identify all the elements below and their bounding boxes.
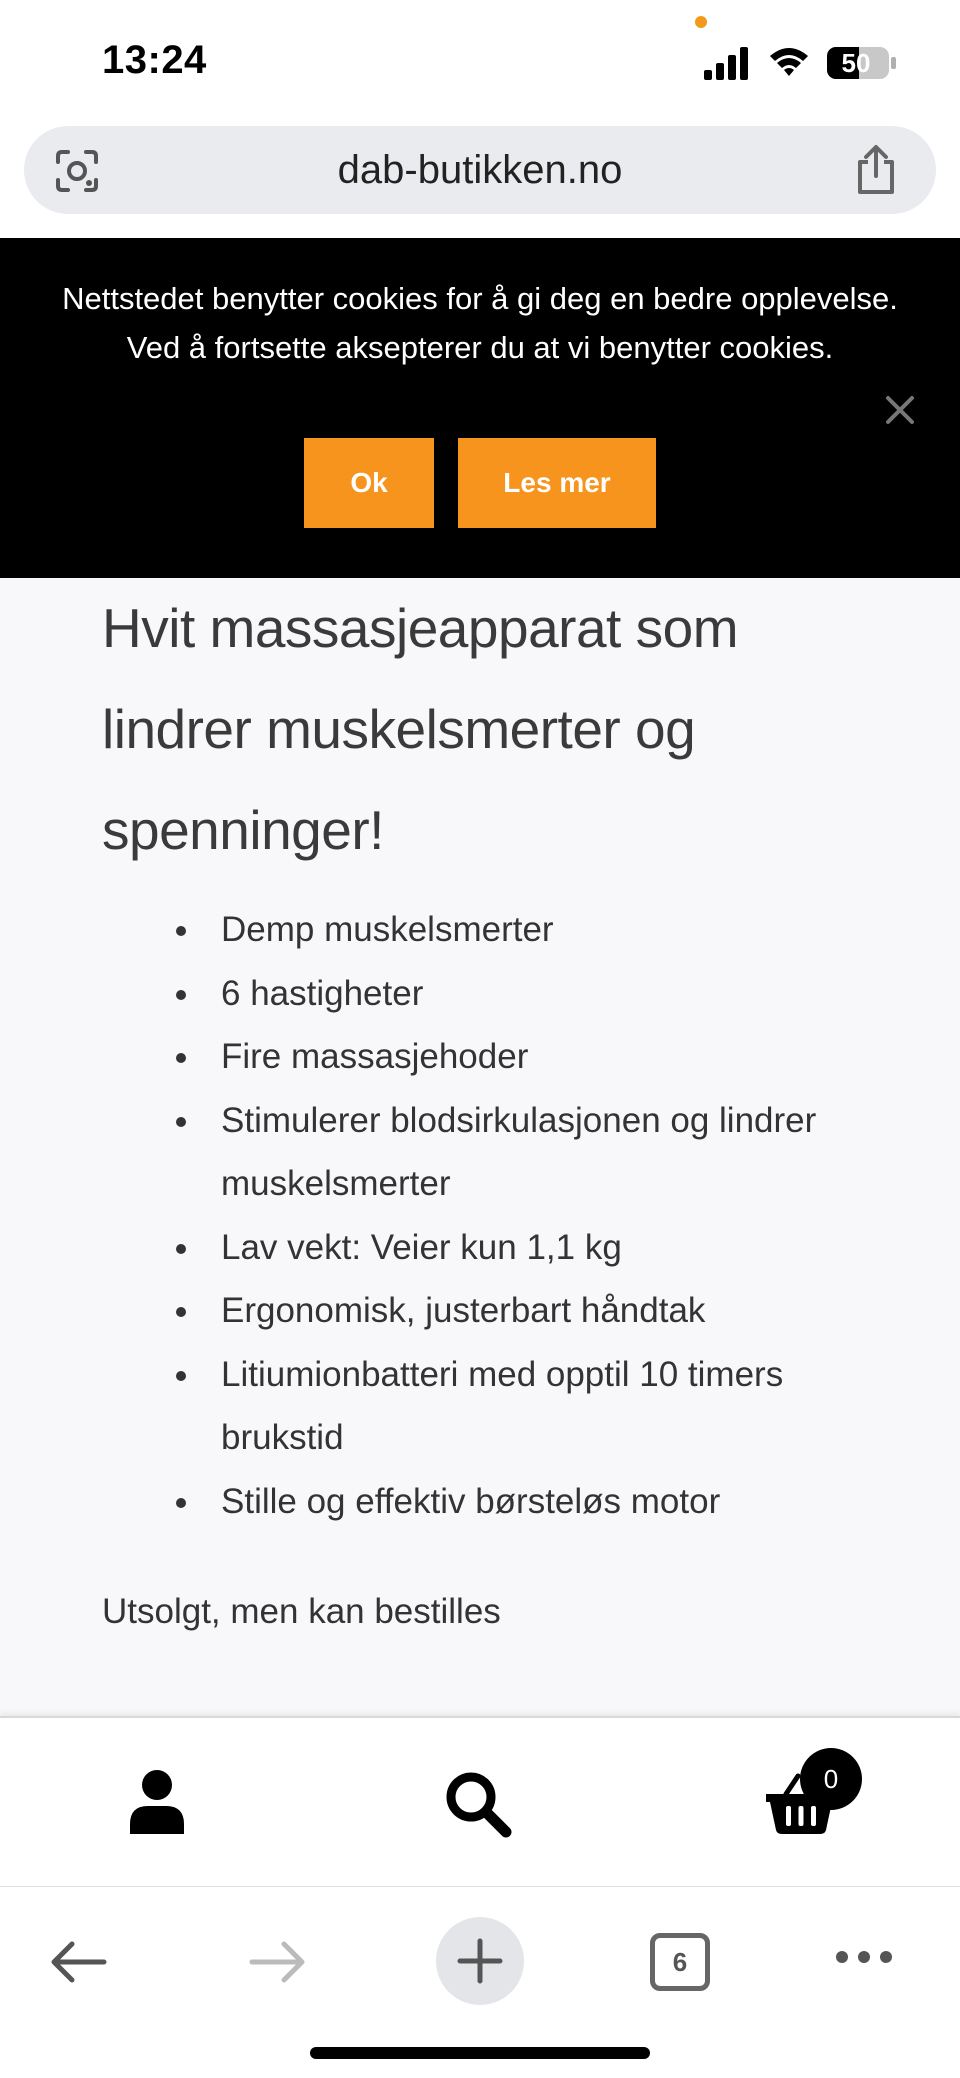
cellular-signal-icon [702, 46, 752, 80]
battery-level: 50 [841, 48, 871, 78]
plus-icon [436, 1917, 524, 2005]
cookie-read-more-button[interactable]: Les mer [458, 438, 656, 528]
list-item: Stimulerer blodsirkulasjonen og lindrer muskelsmerter [176, 1089, 896, 1216]
list-item: Demp muskelsmerter [176, 898, 896, 962]
new-tab-button[interactable] [436, 1917, 524, 2005]
status-time: 13:24 [102, 38, 207, 82]
home-indicator[interactable] [310, 2047, 650, 2059]
share-icon[interactable] [852, 144, 900, 196]
privacy-indicator-dot [695, 16, 707, 28]
stock-status: Utsolgt, men kan bestilles [102, 1592, 501, 1631]
url-text[interactable]: dab-butikken.no [337, 148, 623, 192]
more-options-icon[interactable] [834, 1947, 894, 1967]
account-icon[interactable] [126, 1768, 188, 1834]
google-lens-icon[interactable] [54, 148, 100, 194]
status-bar [0, 0, 960, 120]
cookie-message: Nettstedet benytter cookies for å gi deg en bedre opplevelse. Ved å fortsette aksepterer du at vi benytter cookies. [62, 281, 898, 365]
cart-count-badge: 0 [800, 1748, 862, 1810]
forward-arrow-icon[interactable] [248, 1939, 308, 1985]
product-heading: Hvit massasjeapparat som lindrer muskelsmerter og spenninger! [102, 597, 739, 861]
cookie-ok-button[interactable]: Ok [304, 438, 434, 528]
browser-top-bar [0, 120, 960, 238]
search-icon[interactable] [444, 1770, 512, 1838]
feature-list [176, 898, 896, 1533]
browser-toolbar [0, 1886, 960, 2078]
wifi-icon [768, 44, 810, 80]
back-arrow-icon[interactable] [48, 1939, 108, 1985]
list-item: 6 hastigheter [176, 962, 896, 1026]
site-bottom-nav [0, 1716, 960, 1886]
list-item: Stille og effektiv børsteløs motor [176, 1470, 896, 1534]
list-item: Lav vekt: Veier kun 1,1 kg [176, 1216, 896, 1280]
list-item: Ergonomisk, justerbart håndtak [176, 1279, 896, 1343]
product-description [0, 578, 960, 1716]
cookie-banner [0, 238, 960, 578]
list-item: Litiumionbatteri med opptil 10 timers brukstid [176, 1343, 896, 1470]
address-bar[interactable] [24, 126, 936, 214]
close-icon[interactable] [880, 390, 920, 430]
list-item: Fire massasjehoder [176, 1025, 896, 1089]
tab-switcher-button[interactable]: 6 [650, 1933, 710, 1991]
